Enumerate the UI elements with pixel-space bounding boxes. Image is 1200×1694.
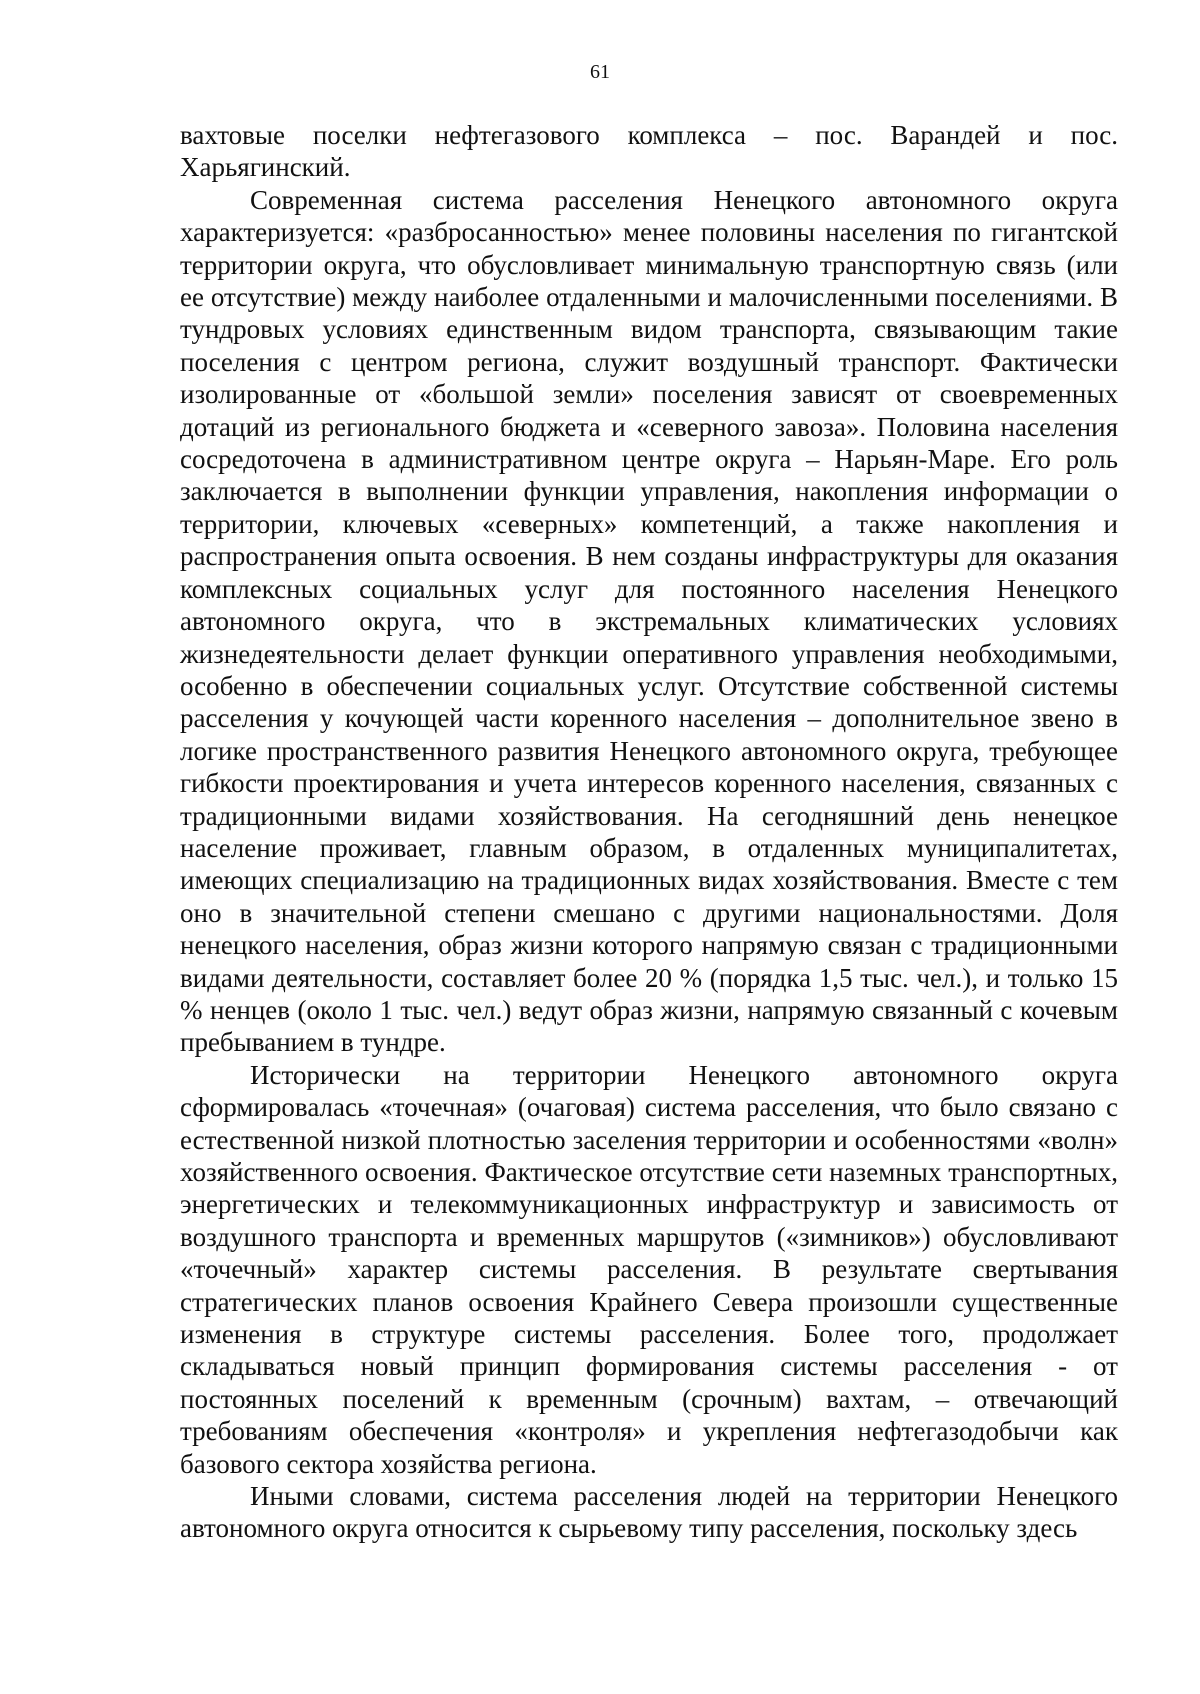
paragraph-4: Иными словами, система расселения людей на территории Ненецкого автономного округа относится к сырьевому типу расселения, поскольку здесь — [180, 1481, 1118, 1544]
paragraph-1: вахтовые поселки нефтегазового комплекса – пос. Варандей и пос. Харьягинский. — [180, 120, 1118, 183]
paragraph-3: Исторически на территории Ненецкого автономного округа сформировалась «точечная» (очаговая) система расселения, что было связано с естественной низкой плотностью заселения территории и особенностями «волн» хозяйственного освоения. Фактическое отсутствие сети наземных транспортных, энергетических и телекоммуникационных инфраструктур и зависимость от воздушного транспорта и временных маршрутов («зимников») обусловливают «точечный» характер системы расселения. В результате свертывания стратегических планов освоения Крайнего Севера произошли существенные изменения в структуре системы расселения. Более того, продолжает складываться новый принцип формирования системы расселения - от постоянных поселений к временным (срочным) вахтам, – отвечающий требованиям обеспечения «контроля» и укрепления нефтегазодобычи как базового сектора хозяйства региона. — [180, 1059, 1118, 1479]
page-number: 61 — [590, 61, 610, 83]
body-text — [180, 119, 1118, 1545]
paragraph-2: Современная система расселения Ненецкого автономного округа характеризуется: «разбросанностью» менее половины населения по гигантской территории округа, что обусловливает минимальную транспортную связь (или ее отсутствие) между наиболее отдаленными и малочисленными поселениями. В тундровых условиях единственным видом транспорта, связывающим такие поселения с центром региона, служит воздушный транспорт. Фактически изолированные от «большой земли» поселения зависят от своевременных дотаций из регионального бюджета и «северного завоза». Половина населения сосредоточена в административном центре округа – Нарьян-Маре. Его роль заключается в выполнении функции управления, накопления информации о территории, ключевых «северных» компетенций, а также накопления и распространения опыта освоения. В нем созданы инфраструктуры для оказания комплексных социальных услуг для постоянного населения Ненецкого автономного округа, что в экстремальных климатических условиях жизнедеятельности делает функции оперативного управления необходимыми, особенно в обеспечении социальных услуг. Отсутствие собственной системы расселения у кочующей части коренного населения – дополнительное звено в логике пространственного развития Ненецкого автономного округа, требующее гибкости проектирования и учета интересов коренного населения, связанных с традиционными видами хозяйствования. На сегодняшний день ненецкое население проживает, главным образом, в отдаленных муниципалитетах, имеющих специализацию на традиционных видах хозяйствования. Вместе с тем оно в значительной степени смешано с другими национальностями. Доля ненецкого населения, образ жизни которого напрямую связан с традиционными видами деятельности, составляет более 20 % (порядка 1,5 тыс. чел.), и только 15 % ненцев (около 1 тыс. чел.) ведут образ жизни, напрямую связанный с кочевым пребыванием в тундре. — [180, 184, 1118, 1058]
